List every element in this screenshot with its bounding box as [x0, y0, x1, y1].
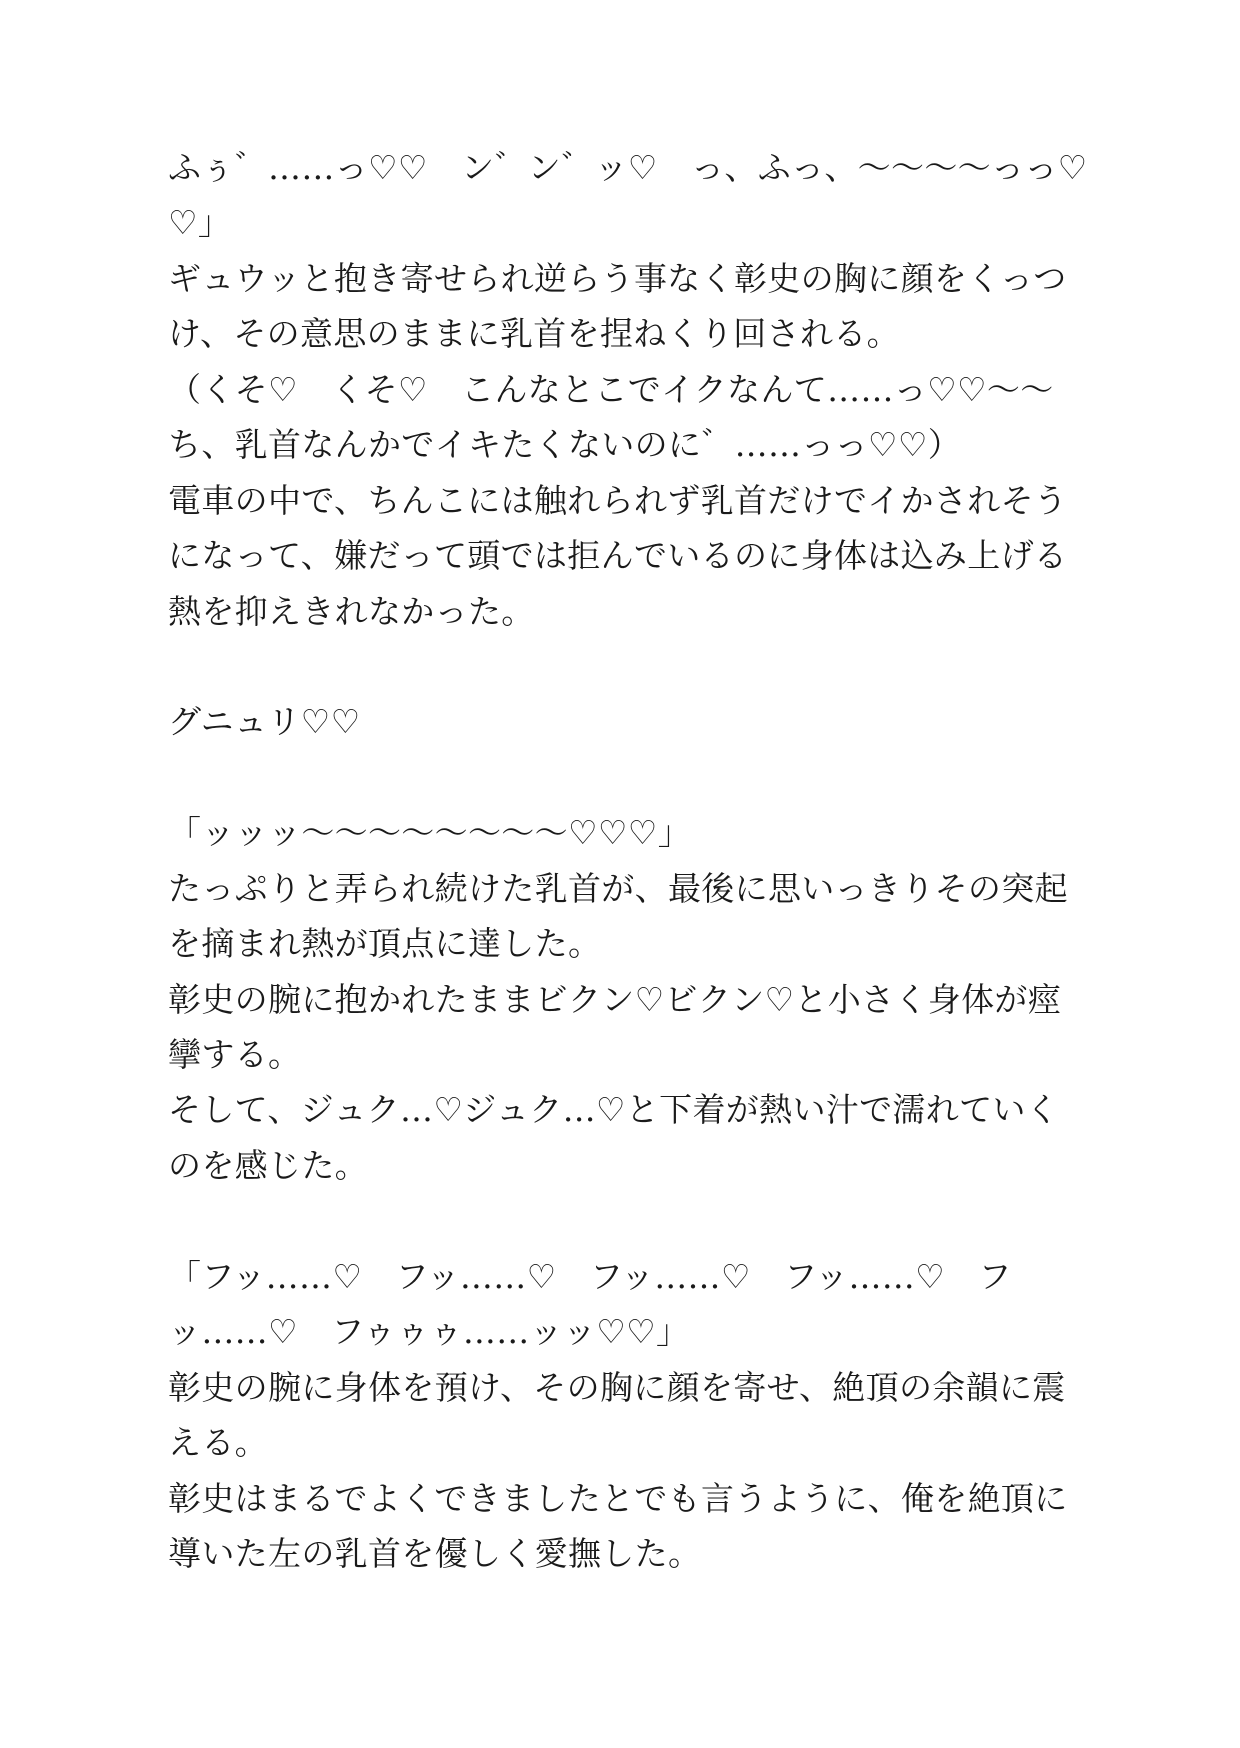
paragraph: そして、ジュク…♡ジュク…♡と下着が熱い汁で濡れていくのを感じた。 — [168, 1090, 1060, 1185]
paragraph: たっぷりと弄られ続けた乳首が、最後に思いっきりその突起を摘まれ熱が頂点に達した。 — [168, 868, 1068, 964]
paragraph: ふぅ゛……っ♡♡ ン゛ン゛ッ♡ っ、ふっ、〜〜〜〜っっ♡♡」 — [168, 148, 1088, 243]
paragraph: 「ッッッ〜〜〜〜〜〜〜〜♡♡♡」 — [168, 813, 692, 853]
paragraph: 電車の中で、ちんこには触れられず乳首だけでイかされそうになって、嫌だって頭では拒んでいるのに身体は込み上げる熱を抑えきれなかった。 — [168, 480, 1068, 631]
document-text-body — [168, 140, 1088, 1581]
paragraph-spacer — [168, 1193, 1088, 1248]
paragraph: 彰史はまるでよくできましたとでも言うように、俺を絶頂に導いた左の乳首を優しく愛撫した。 — [168, 1478, 1068, 1573]
paragraph: 彰史の腕に抱かれたままビクン♡ビクン♡と小さく身体が痙攣する。 — [168, 979, 1062, 1074]
paragraph: 「フッ……♡ フッ……♡ フッ……♡ フッ……♡ フッ……♡ フゥゥゥ……ッッ♡♡」 — [168, 1256, 1012, 1352]
paragraph: （くそ♡ くそ♡ こんなとこでイクなんて……っ♡♡〜〜ち、乳首なんかでイキたくないのに゛……っっ♡♡） — [168, 369, 1054, 465]
paragraph: グニュリ♡♡ — [168, 702, 361, 742]
paragraph: 彰史の腕に身体を預け、その胸に顔を寄せ、絶頂の余韻に震える。 — [168, 1367, 1066, 1463]
paragraph-spacer — [168, 750, 1088, 805]
paragraph: ギュウッと抱き寄せられ逆らう事なく彰史の胸に顔をくっつけ、その意思のままに乳首を捏ねくり回される。 — [168, 258, 1067, 354]
paragraph-spacer — [168, 639, 1088, 694]
